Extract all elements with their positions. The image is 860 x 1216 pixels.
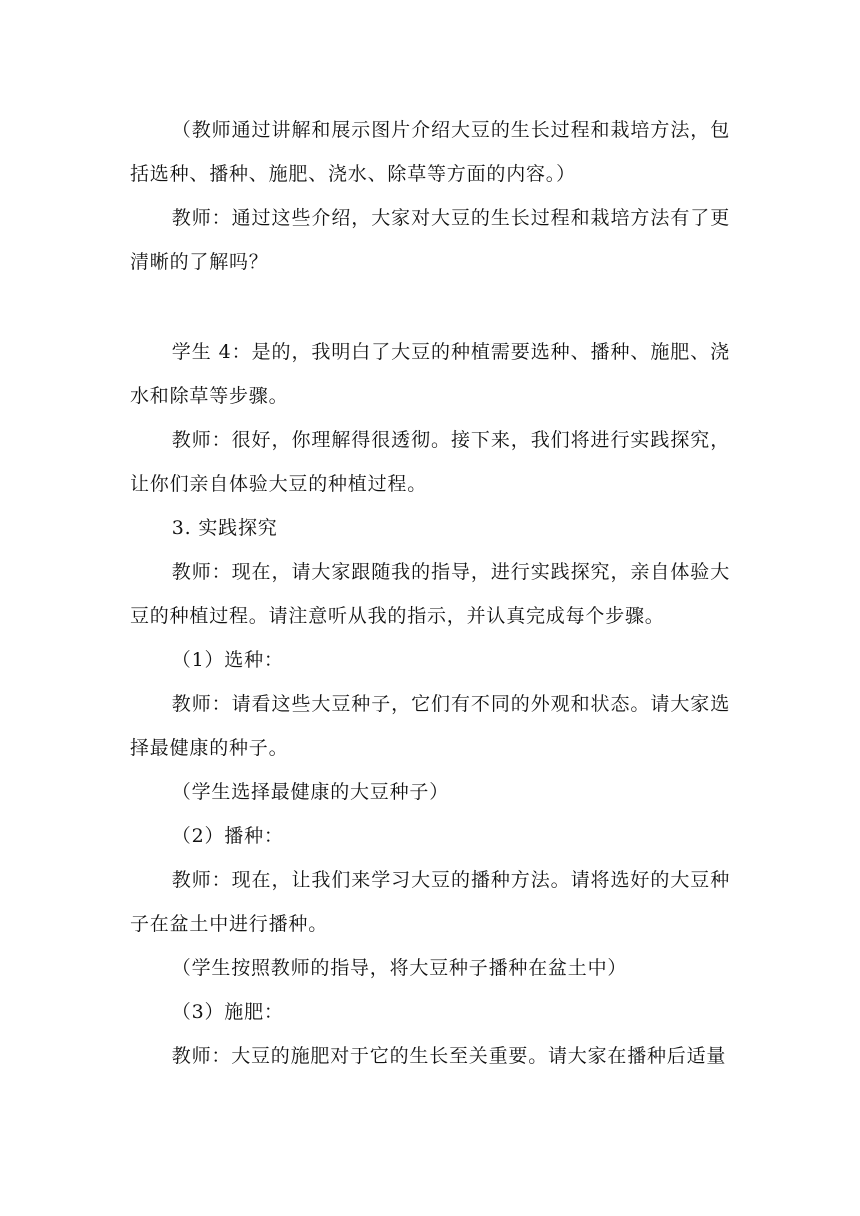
paragraph-student-4-answer: 学生 4：是的，我明白了大豆的种植需要选种、播种、施肥、浇水和除草等步骤。: [130, 341, 730, 407]
paragraph-student-sowing-action: （学生按照教师的指导，将大豆种子播种在盆土中）: [171, 957, 628, 979]
document-body: [130, 108, 730, 1078]
step-heading-fertilizing: （3）施肥：: [171, 1001, 284, 1023]
paragraph-teacher-select-seeds: 教师：请看这些大豆种子，它们有不同的外观和状态。请大家选择最健康的种子。: [130, 693, 730, 759]
step-heading-sowing: （2）播种：: [171, 825, 284, 847]
paragraph-teacher-question: 教师：通过这些介绍，大家对大豆的生长过程和栽培方法有了更清晰的了解吗？: [130, 207, 730, 273]
section-heading-practice: 3. 实践探究: [171, 517, 278, 539]
paragraph-intro-note: （教师通过讲解和展示图片介绍大豆的生长过程和栽培方法，包括选种、播种、施肥、浇水、除草等方面的内容。）: [130, 119, 730, 185]
paragraph-teacher-praise: 教师：很好，你理解得很透彻。接下来，我们将进行实践探究，让你们亲自体验大豆的种植过程。: [130, 429, 730, 495]
paragraph-teacher-sowing: 教师：现在，让我们来学习大豆的播种方法。请将选好的大豆种子在盆土中进行播种。: [130, 869, 730, 935]
paragraph-teacher-instructions: 教师：现在，请大家跟随我的指导，进行实践探究，亲自体验大豆的种植过程。请注意听从我的指示，并认真完成每个步骤。: [130, 561, 730, 627]
step-heading-select-seeds: （1）选种：: [171, 649, 284, 671]
paragraph-teacher-fertilizing: 教师：大豆的施肥对于它的生长至关重要。请大家在播种后适量: [171, 1045, 727, 1067]
paragraph-student-select-action: （学生选择最健康的大豆种子）: [171, 781, 449, 803]
